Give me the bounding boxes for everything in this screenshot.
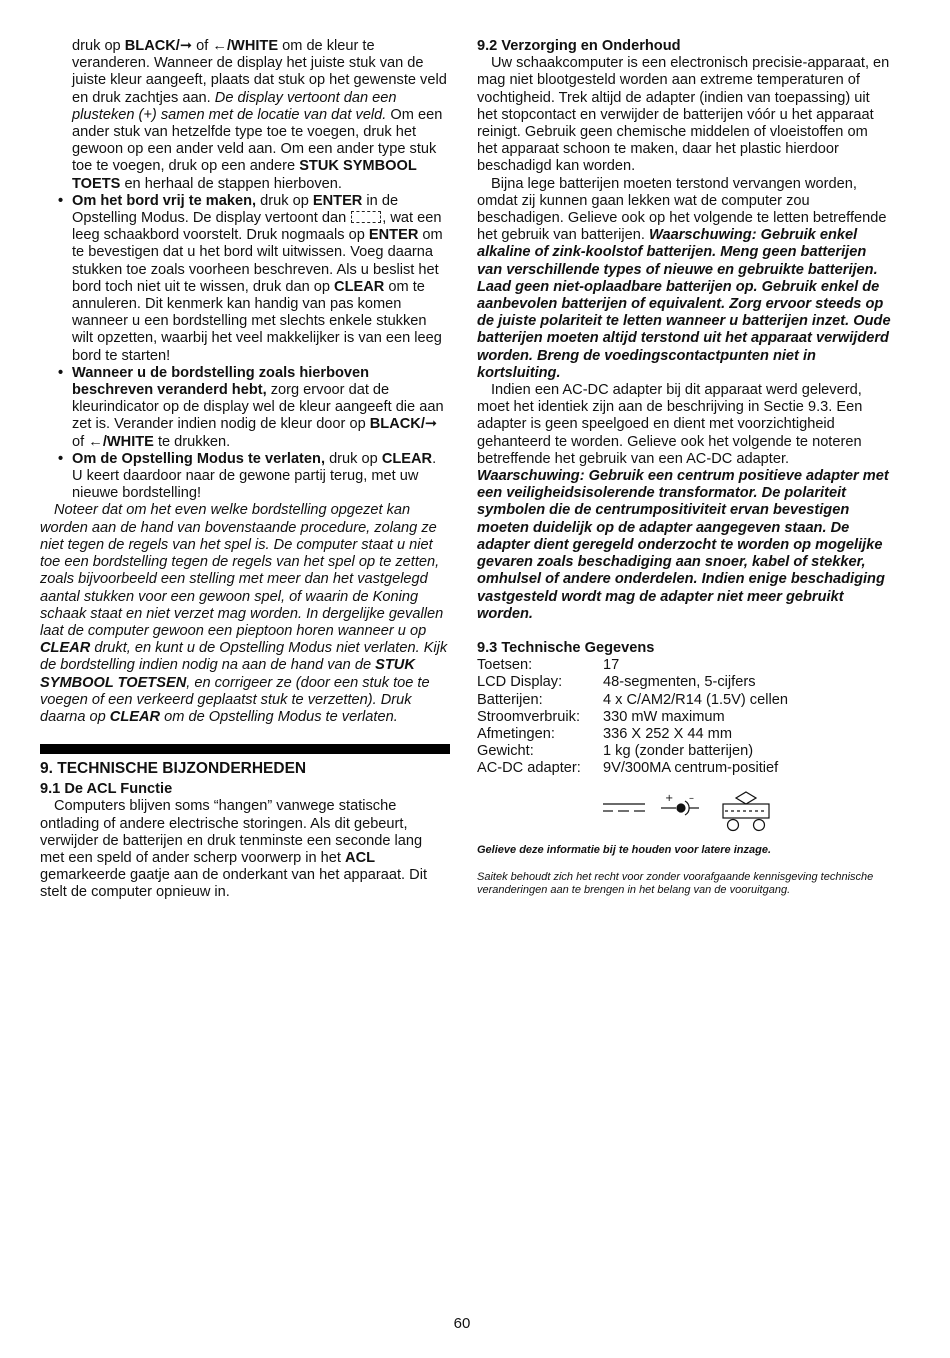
empty-board-display-icon	[351, 211, 381, 223]
enter-key-label: ENTER	[368, 227, 419, 244]
spec-row	[477, 709, 891, 726]
disclaimer-note: Saitek behoudt zich het recht voor zonder voorafgaande kennisgeving technische veranderingen aan te brengen in het belang van de vooruitgang.	[477, 870, 874, 896]
left-arrow-icon: ←	[88, 433, 103, 450]
spec-key: Afmetingen:	[477, 725, 555, 742]
paragraph-batteries	[477, 176, 891, 382]
right-arrow-icon: ➞	[424, 416, 438, 433]
bullet-heading: Wanneer u de bordstelling zoals hierboven beschreven veranderd hebt,	[72, 364, 370, 399]
spec-key: Batterijen:	[477, 691, 543, 708]
paragraph-care: Uw schaakcomputer is een electronisch precisie-apparaat, en mag niet blootgesteld worden aan extreme temperaturen of vochtigheid. Trek altijd de adapter (indien van toepassing) uit het stopcontact en verwijder de batterijen vóór u het apparaat reinigt. Gebruik geen chemische middelen of vloeistoffen om het apparaat schoon te maken, daar het plastic hierdoor beschadigd kan worden.	[477, 55, 890, 175]
text: Noteer dat om het even welke bordstelling opgezet kan worden aan de hand van bovenstaande procedure, zolang ze niet tegen de regels van het spel is. De computer staat u niet toe een bordstelling tegen de regels van het spel op te zetten, zoals bijvoorbeeld een stelling met meer dan het vastgelegd aantal stukken voor een gewoon spel, of waarin de Koning schaak staat en niet verzet mag worden. In dergelijke gevallen laat de computer gewoon een pieptoon horen wanneer u op	[40, 502, 444, 639]
text: druk op	[72, 38, 125, 54]
stuk-symbool-toetsen-label: STUK SYMBOOL TOETSEN	[40, 657, 415, 691]
text: , en corrigeer ze (door een stuk toe te voegen of een verkeerd geplaatst stuk te verzetten). Druk daarna op	[40, 674, 430, 725]
text: Om een ander stuk van hetzelfde type toe te voegen, druk het gewoon op een ander veld aan. Om een ander type stuk toe te voegen, druk op een andere	[72, 106, 443, 175]
battery-warning: Waarschuwing: Gebruik enkel alkaline of zink-koolstof batterijen. Meng geen batterijen van verschillende types of nieuwe en gebruikte batterijen. Laad geen niet-oplaadbare batterijen op. Gebruik enkel de aanbevolen batterijen of equivalent. Zorg ervoor steeds op de juiste polariteit te letten wanneer u batterijen inzet. Oude batterijen moeten altijd terstond uit het apparaat verwijderd worden. Breng de voedingscontactpunten niet in kortsluiting.	[477, 227, 891, 381]
adapter-symbols-graphic	[601, 790, 781, 834]
text: druk op	[256, 192, 313, 209]
left-arrow-icon: ←	[212, 38, 227, 54]
spec-value: 17	[603, 657, 620, 674]
bullet-exit-setup	[40, 451, 450, 503]
paragraph-acl	[40, 798, 450, 901]
right-arrow-icon: ➞	[179, 38, 193, 54]
spec-key: Toetsen:	[477, 657, 533, 674]
white-key-label: /WHITE	[226, 38, 279, 54]
text: gemarkeerde gaatje aan de onderkant van het apparaat. Dit stelt de computer opnieuw in.	[40, 867, 427, 901]
left-column	[40, 38, 450, 902]
paragraph-adapter	[477, 382, 891, 623]
clear-key-label: CLEAR	[334, 278, 385, 295]
bullet-changed-board	[40, 365, 450, 451]
spec-key: AC-DC adapter:	[477, 760, 581, 777]
text: , wat een leeg schaakbord voorstelt. Druk nogmaals op	[72, 210, 442, 244]
center-positive-polarity-icon	[661, 793, 699, 815]
text: of	[192, 38, 213, 54]
text: Computers blijven soms “hangen” vanwege statische ontlading of andere electrische storingen. Als dit gebeurt, verwijder de batterijen en druk tenminste een seconde lang met een speld of ander scherp voorwerp in het	[40, 798, 423, 866]
spec-row	[477, 657, 891, 674]
bullet-clear-board	[40, 193, 450, 365]
text: om de kleur te veranderen. Wanneer de display het juiste stuk van de juiste kleur aangeeft, plaats dat stuk op het gewenste veld en druk zachtjes aan.	[72, 38, 447, 106]
text: Bijna lege batterijen moeten terstond vervangen worden, omdat zij kunnen gaan lekken wat de computer zou beschadigen. Gelieve ook op het volgende te letten betreffende het gebruik van batterijen.	[477, 175, 887, 244]
black-key-label: BLACK/	[124, 38, 180, 54]
spec-value: 1 kg (zonder batterijen)	[603, 743, 754, 760]
right-column	[477, 38, 891, 897]
text: of	[72, 433, 89, 450]
text: zorg ervoor dat de kleurindicator op de display wel de kleur aangeeft die aan zet is. Verander indien nodig de kleur door op	[72, 382, 444, 433]
bullet-heading: Om het bord vrij te maken,	[72, 192, 257, 209]
spec-row	[477, 743, 891, 760]
spec-row	[477, 674, 891, 691]
svg-text:+: +	[665, 792, 674, 804]
text: en herhaal de stappen hierboven.	[120, 175, 342, 192]
text: te drukken.	[153, 433, 231, 450]
text: drukt, en kunt u de Opstelling Modus niet verlaten. Kijk de bordstelling indien nodig na aan de hand van de	[40, 640, 448, 674]
dc-symbol-icon	[603, 804, 645, 811]
clear-key-label: CLEAR	[109, 708, 161, 725]
spec-key: Stroomverbruik:	[477, 708, 580, 725]
acl-label: ACL	[345, 849, 376, 866]
subsection-heading-9-1: 9.1 De ACL Functie	[40, 781, 173, 798]
italic-text: De display vertoont dan een plusteken (+) samen met de locatie van dat veld.	[72, 89, 397, 123]
clear-key-label: CLEAR	[381, 450, 433, 467]
text: om te annuleren. Dit kenmerk kan handig van pas komen wanneer u een bordstelling met slechts enkele stukken wilt opzetten, waarbij het veel makkelijker is van een leeg bord te starten!	[72, 278, 442, 364]
adapter-warning: Waarschuwing: Gebruik een centrum positieve adapter met een veiligheidsisolerende transformator. De polariteit symbolen die de centrumpositiviteit ervan bevestigen moeten duidelijk op de adapter aangegeven staan. De adapter dient geregeld onderzocht te worden op mogelijke gevaren zoals beschadiging aan snoer, kabel of stekker, omhulsel of andere onderdelen. Indien enige beschadiging vastgesteld wordt mag de adapter niet meer gebruikt worden.	[477, 468, 889, 622]
spec-row	[477, 692, 891, 709]
spec-value: 48-segmenten, 5-cijfers	[603, 674, 756, 691]
subsection-heading-9-2: 9.2 Verzorging en Onderhoud	[477, 38, 681, 54]
text: Indien een AC-DC adapter bij dit apparaat werd geleverd, moet het identiek zijn aan de beschrijving in Sectie 9.3. Een adapter is geen speelgoed en dient met voorzichtigheid gehanteerd te worden. Gelieve ook het volgende te noteren betreffende het gebruik van een AC-DC adapter.	[477, 382, 863, 467]
spec-row	[477, 726, 891, 743]
text: . U keert daardoor naar de gewone partij terug, met uw nieuwe bordstelling!	[72, 450, 437, 502]
keep-info-note: Gelieve deze informatie bij te houden voor latere inzage.	[477, 843, 772, 856]
transformer-cart-icon	[723, 792, 769, 831]
text: om te bevestigen dat u het bord wilt uitwissen. Voeg daarna stukken toe zoals voorheen beschreven. Als u beslist het bord toch niet uit te wissen, druk dan op	[72, 227, 443, 295]
spec-key: LCD Display:	[477, 674, 563, 691]
spec-value: 330 mW maximum	[603, 708, 725, 725]
spec-value: 4 x C/AM2/R14 (1.5V) cellen	[603, 691, 788, 708]
subsection-heading-9-3: 9.3 Technische Gegevens	[477, 639, 655, 656]
stuk-symbool-toets-label: STUK SYMBOOL TOETS	[72, 158, 417, 192]
spec-key: Gewicht:	[477, 743, 534, 760]
spec-row	[477, 760, 891, 777]
text: om de Opstelling Modus te verlaten.	[160, 708, 398, 725]
section-heading: 9. TECHNISCHE BIJZONDERHEDEN	[40, 744, 450, 779]
page-number: 60	[453, 1315, 471, 1332]
text: in de Opstelling Modus. De display vertoont dan	[72, 192, 399, 227]
clear-key-label: CLEAR	[40, 640, 91, 657]
white-key-label: /WHITE	[102, 433, 154, 450]
note-paragraph	[40, 502, 450, 726]
text: druk op	[325, 450, 382, 467]
spec-table	[477, 657, 891, 777]
adapter-symbols	[601, 790, 891, 834]
bullet-heading: Om de Opstelling Modus te verlaten,	[72, 450, 326, 467]
spec-value: 336 X 252 X 44 mm	[603, 725, 732, 742]
paragraph-intro	[40, 38, 450, 193]
spec-value: 9V/300MA centrum-positief	[603, 760, 779, 777]
black-key-label: BLACK/	[369, 416, 425, 433]
svg-text:–: –	[689, 792, 694, 804]
enter-key-label: ENTER	[312, 192, 363, 209]
